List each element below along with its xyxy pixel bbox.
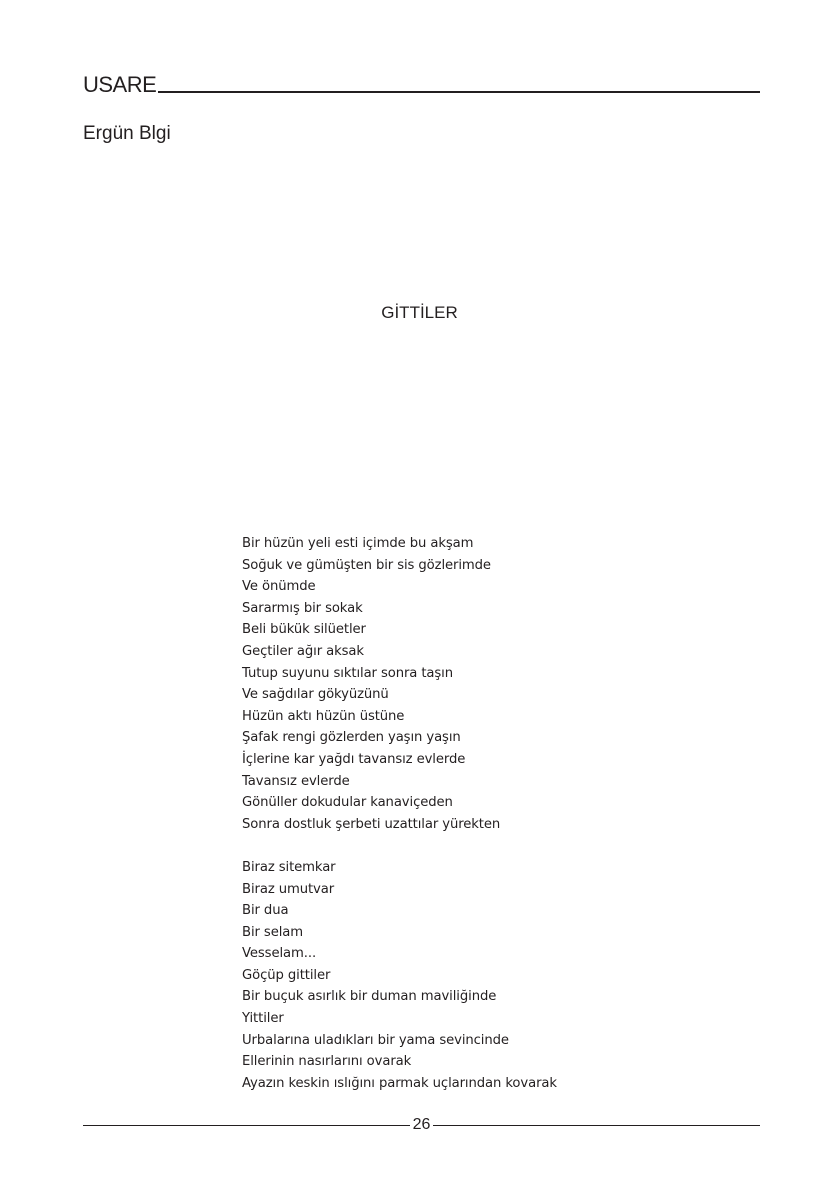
verse-line: Tutup suyunu sıktılar sonra taşın	[242, 665, 454, 681]
stanza-2	[242, 857, 557, 1095]
verse-line: Biraz sitemkar	[242, 859, 336, 875]
verse-line: Gönüller dokudular kanaviçeden	[242, 795, 453, 811]
verse-line: Sararmış bir sokak	[242, 600, 363, 616]
verse-line: Tavansız evlerde	[242, 773, 350, 789]
poem-title: GİTTİLER	[381, 303, 458, 322]
verse-line: Ve önümde	[242, 579, 316, 595]
verse-line: Biraz umutvar	[242, 881, 335, 897]
poem-body	[242, 533, 557, 1094]
verse-line: Sonra dostluk şerbeti uzattılar yürekten	[242, 816, 501, 832]
header-rule	[158, 91, 760, 93]
verse-line: Bir selam	[242, 924, 304, 940]
verse-line: Hüzün aktı hüzün üstüne	[242, 708, 405, 724]
verse-line: Yittiler	[242, 1011, 284, 1027]
verse-line: Urbalarına uladıkları bir yama sevincinde	[242, 1032, 509, 1048]
author-name: Ergün Blgi	[83, 123, 171, 144]
verse-line: İçlerine kar yağdı tavansız evlerde	[242, 751, 466, 767]
journal-name: USARE	[83, 72, 157, 97]
stanza-1	[242, 533, 557, 835]
page-number: 26	[412, 1116, 431, 1133]
verse-line: Ve sağdılar gökyüzünü	[242, 687, 389, 703]
verse-line: Beli bükük silüetler	[242, 622, 366, 638]
verse-line: Ayazın keskin ıslığını parmak uçlarından kovarak	[242, 1075, 557, 1091]
footer-rule-right	[433, 1125, 760, 1126]
page-footer	[83, 1115, 760, 1135]
verse-line: Ellerinin nasırlarını ovarak	[242, 1054, 412, 1070]
verse-line: Soğuk ve gümüşten bir sis gözlerimde	[242, 557, 491, 573]
verse-line: Göçüp gittiler	[242, 967, 331, 983]
verse-line: Geçtiler ağır aksak	[242, 643, 364, 659]
verse-line: Bir dua	[242, 903, 289, 919]
footer-rule-left	[83, 1125, 410, 1126]
verse-line: Bir hüzün yeli esti içimde bu akşam	[242, 536, 474, 551]
verse-line: Vesselam...	[242, 946, 317, 962]
verse-line: Şafak rengi gözlerden yaşın yaşın	[242, 730, 461, 746]
verse-line: Bir buçuk asırlık bir duman maviliğinde	[242, 989, 497, 1005]
running-header	[83, 70, 760, 96]
